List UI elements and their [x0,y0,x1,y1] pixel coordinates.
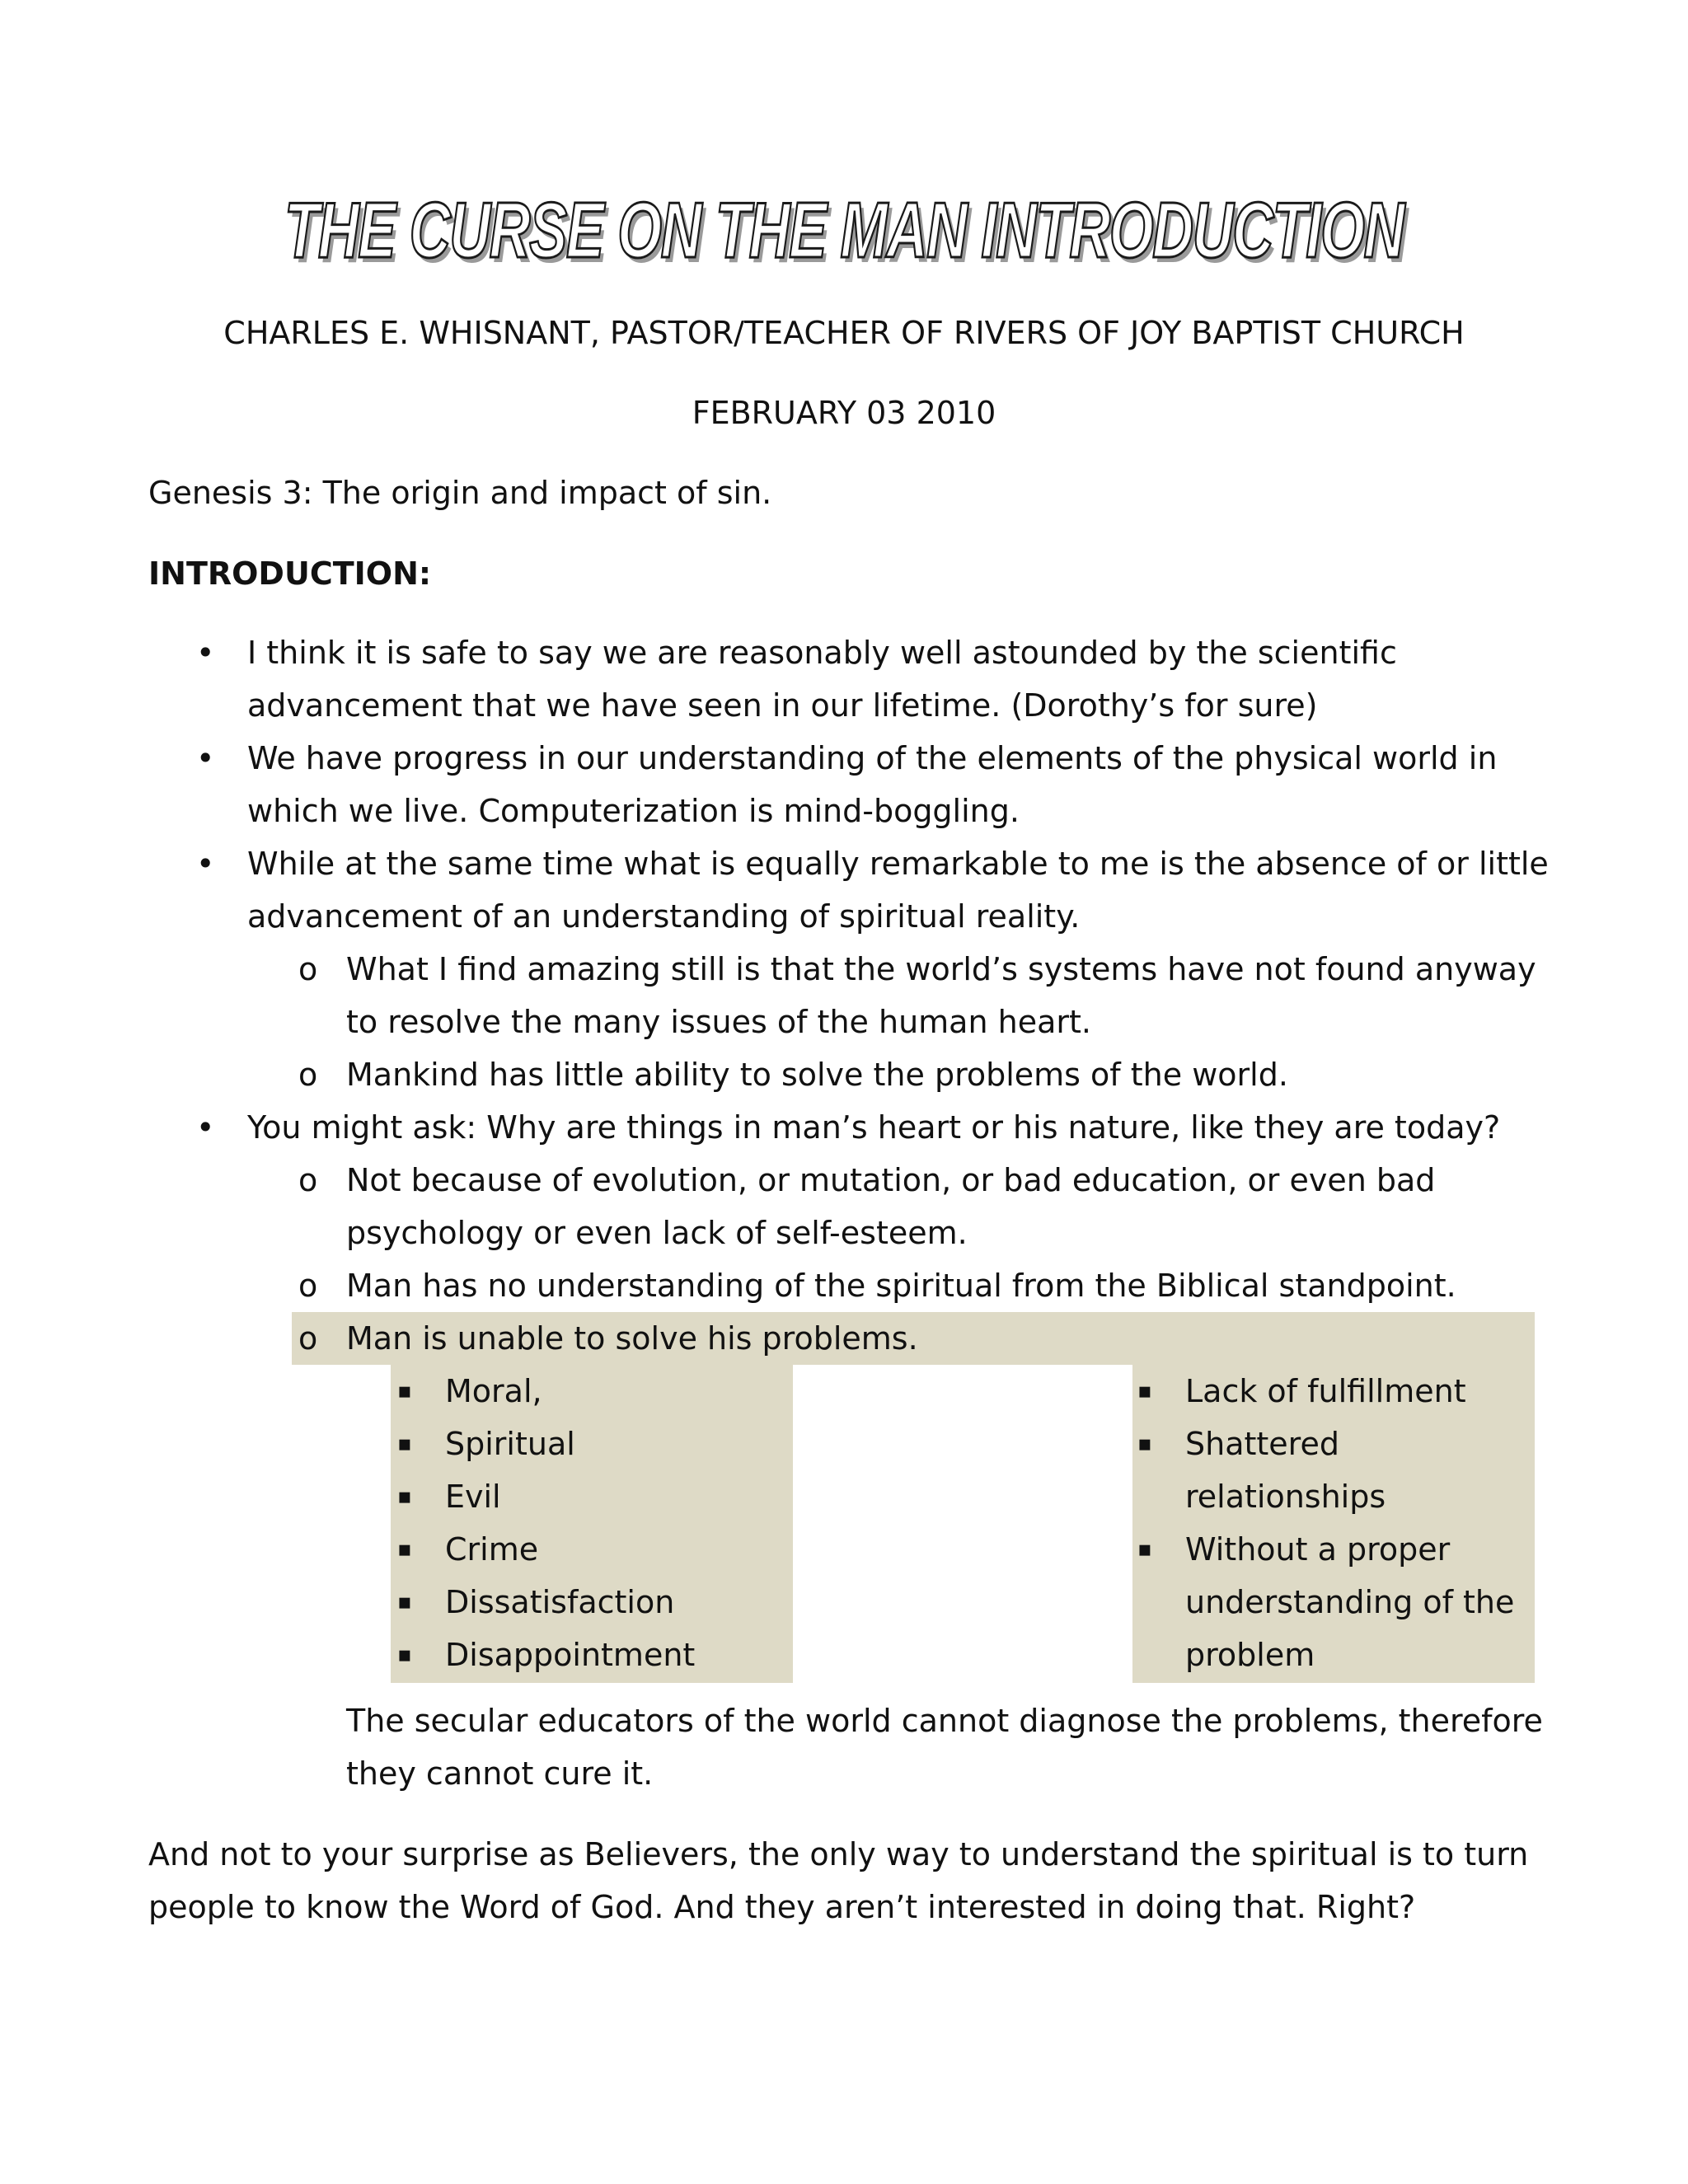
sub-bullet-text: What I find amazing still is that the world’s systems have not found anyway [346,951,1536,987]
sub-bullet-text: Man is unable to solve his problems. [346,1320,918,1357]
bullet-text: which we live. Computerization is mind-boggling. [247,793,1020,829]
sub-bullet-marker: o [298,951,318,987]
date-line: FEBRUARY 03 2010 [692,395,996,431]
bullet-marker: • [196,846,215,882]
bullet-text: I think it is safe to say we are reasonably well astounded by the scientific [247,635,1397,671]
bullet-text: While at the same time what is equally remarkable to me is the absence of or little [247,846,1549,882]
problem-item: understanding of the [1185,1584,1515,1620]
list-marker: ▪ [397,1590,412,1615]
list-marker: ▪ [397,1537,412,1562]
problem-item: Spiritual [445,1426,575,1462]
scripture-line: Genesis 3: The origin and impact of sin. [148,475,772,511]
bullet-text: advancement of an understanding of spiritual reality. [247,898,1081,935]
sub-bullet-text: Man has no understanding of the spiritual from the Biblical standpoint. [346,1268,1456,1304]
problem-item: problem [1185,1637,1315,1673]
problem-item: Lack of fulfillment [1185,1373,1466,1409]
paragraph-text: The secular educators of the world cannot diagnose the problems, therefore [346,1703,1543,1739]
bullet-marker: • [196,740,215,776]
closing-paragraph: And not to your surprise as Believers, the only way to understand the spiritual is to turn [148,1836,1529,1872]
list-marker: ▪ [397,1379,412,1404]
list-marker: ▪ [397,1643,412,1667]
closing-paragraph: people to know the Word of God. And they aren’t interested in doing that. Right? [148,1889,1416,1925]
problem-item: Disappointment [445,1637,696,1673]
sub-bullet-marker: o [298,1320,318,1357]
problem-item: Dissatisfaction [445,1584,675,1620]
bullet-marker: • [196,1109,215,1146]
sub-bullet-marker: o [298,1268,318,1304]
bullet-marker: • [196,635,215,671]
bullet-text: advancement that we have seen in our lifetime. (Dorothy’s for sure) [247,687,1318,724]
document-title: THE CURSE ON THE MAN INTRODUCTION [284,186,1404,274]
problem-item: Moral, [445,1373,542,1409]
bullet-text: You might ask: Why are things in man’s heart or his nature, like they are today? [247,1109,1501,1146]
problem-item: Without a proper [1185,1531,1451,1568]
sub-bullet-text: Mankind has little ability to solve the problems of the world. [346,1057,1288,1093]
sub-bullet-text: Not because of evolution, or mutation, or bad education, or even bad [346,1162,1436,1198]
bullet-text: We have progress in our understanding of the elements of the physical world in [247,740,1498,776]
list-marker: ▪ [1137,1432,1152,1456]
list-marker: ▪ [1137,1537,1152,1562]
list-marker: ▪ [1137,1379,1152,1404]
list-marker: ▪ [397,1432,412,1456]
problem-item: Crime [445,1531,539,1568]
problem-item: Shattered [1185,1426,1339,1462]
paragraph-text: they cannot cure it. [346,1755,654,1792]
sub-bullet-text: psychology or even lack of self-esteem. [346,1215,968,1251]
list-marker: ▪ [397,1484,412,1509]
sub-bullet-text: to resolve the many issues of the human heart. [346,1004,1091,1040]
section-heading: INTRODUCTION: [148,555,432,592]
sub-bullet-marker: o [298,1162,318,1198]
problem-item: Evil [445,1479,501,1515]
sub-bullet-marker: o [298,1057,318,1093]
author-line: CHARLES E. WHISNANT, PASTOR/TEACHER OF RIVERS OF JOY BAPTIST CHURCH [223,315,1465,351]
problem-item: relationships [1185,1479,1386,1515]
